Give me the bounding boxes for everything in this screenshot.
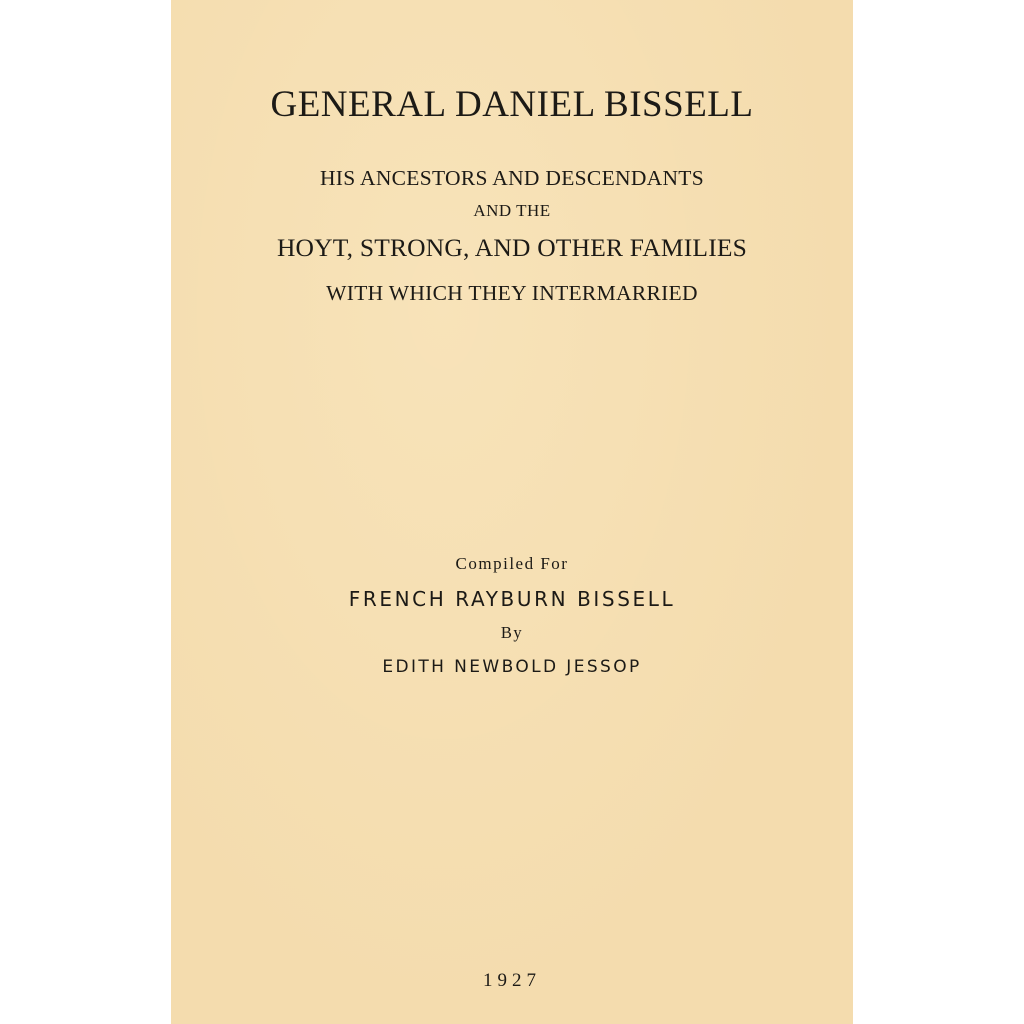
author-name: EDITH NEWBOLD JESSOP bbox=[382, 657, 642, 677]
title-page bbox=[171, 0, 853, 1024]
subtitle-line-4: WITH WHICH THEY INTERMARRIED bbox=[326, 281, 698, 305]
by-label: By bbox=[500, 623, 524, 642]
subtitle-line-2: AND THE bbox=[473, 201, 551, 220]
subtitle-line-3: HOYT, STRONG, AND OTHER FAMILIES bbox=[276, 233, 748, 262]
subtitle-line-1: HIS ANCESTORS AND DESCENDANTS bbox=[319, 166, 704, 190]
recipient-name: FRENCH RAYBURN BISSELL bbox=[348, 587, 676, 611]
publication-year: 1927 bbox=[483, 970, 541, 991]
book-title: GENERAL DANIEL BISSELL bbox=[270, 84, 754, 125]
compiled-for-label: Compiled For bbox=[455, 554, 569, 573]
